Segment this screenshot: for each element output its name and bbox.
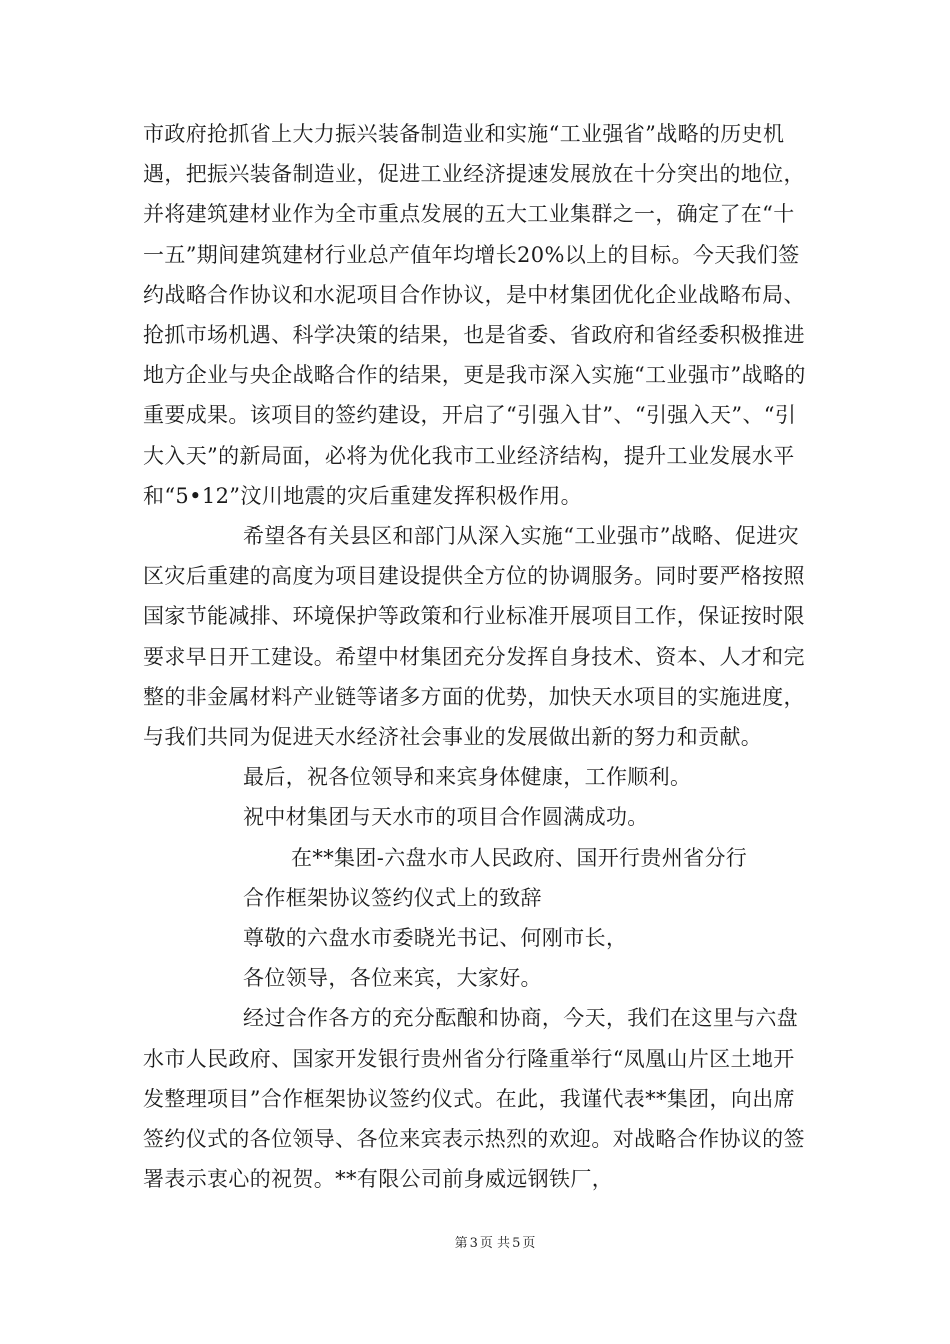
page-number-total: 5 [512, 1236, 521, 1251]
page-footer-middle: 页 共 [479, 1236, 511, 1251]
page-footer-prefix: 第 [454, 1236, 468, 1251]
salutation-guests: 各位领导，各位来宾，大家好。 [243, 966, 542, 991]
speech-title-line-1: 在**集团-六盘水市人民政府、国开行贵州省分行 [291, 845, 748, 870]
page-footer [0, 1232, 950, 1251]
paragraph-signing-ceremony: 经过合作各方的充分酝酿和协商，今天，我们在这里与六盘水市人民政府、国家开发银行贵州省分行隆重举行“凤凰山片区土地开发整理项目”合作框架协议签约仪式。在此，我谨代表**集团，向出席签约仪式的各位领导、各位来宾表示热烈的欢迎。对战略合作协议的签署表示衷心的祝贺。**有限公司前身威远钢铁厂， [143, 1006, 805, 1192]
paragraph-hope-departments: 希望各有关县区和部门从深入实施“工业强市”战略、促进灾区灾后重建的高度为项目建设提供全方位的协调服务。同时要严格按照国家节能减排、环境保护等政策和行业标准开展项目工作，保证按时限要求早日开工建设。希望中材集团充分发挥自身技术、资本、人才和完整的非金属材料产业链等诸多方面的优势，加快天水项目的实施进度，与我们共同为促进天水经济社会事业的发展做出新的努力和贡献。 [143, 524, 805, 750]
salutation-leaders: 尊敬的六盘水市委晓光书记、何刚市长， [243, 926, 628, 951]
speech-title-line-2: 合作框架协议签约仪式上的致辞 [243, 885, 542, 910]
paragraph-cooperation-wish: 祝中材集团与天水市的项目合作圆满成功。 [243, 805, 649, 830]
page-footer-suffix: 页 [522, 1236, 536, 1251]
paragraph-closing-wishes: 最后，祝各位领导和来宾身体健康，工作顺利。 [243, 765, 692, 790]
paragraph-city-strategy: 市政府抢抓省上大力振兴装备制造业和实施“工业强省”战略的历史机遇，把振兴装备制造业，促进工业经济提速发展放在十分突出的地位，并将建筑建材业作为全市重点发展的五大工业集群之一，确定了在“十一五”期间建筑建材行业总产值年均增长20%以上的目标。今天我们签约战略合作协议和水泥项目合作协议，是中材集团优化企业战略布局、抢抓市场机遇、科学决策的结果，也是省委、省政府和省经委积极推进地方企业与央企战略合作的结果，更是我市深入实施“工业强市”战略的重要成果。该项目的签约建设，开启了“引强入甘”、“引强入天”、“引大入天”的新局面，必将为优化我市工业经济结构，提升工业发展水平和“5•12”汶川地震的灾后重建发挥积极作用。 [143, 122, 806, 508]
document-body [143, 114, 811, 1199]
page-number-current: 3 [469, 1236, 478, 1251]
